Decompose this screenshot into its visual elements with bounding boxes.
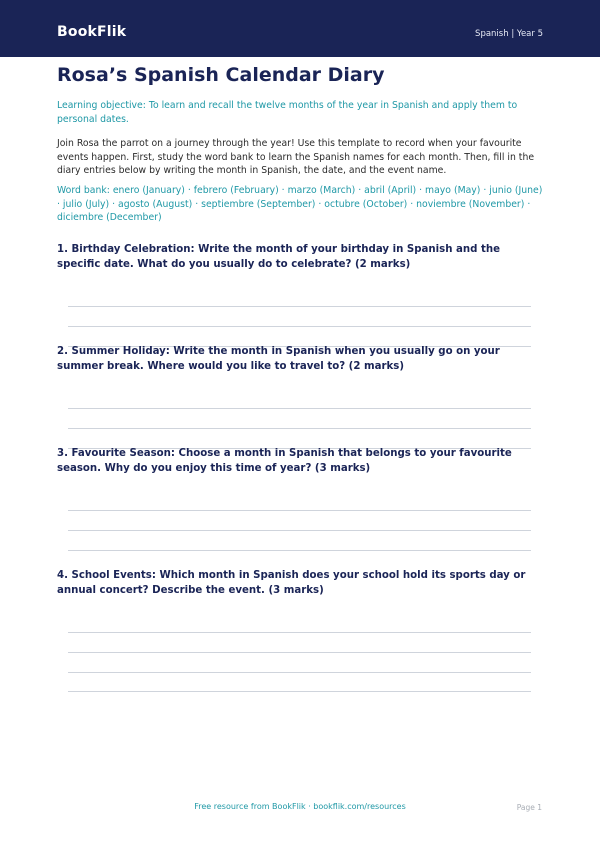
page-header (0, 0, 600, 57)
answer-line[interactable] (68, 672, 531, 673)
answer-line[interactable] (68, 550, 531, 551)
subject-year-label: Spanish | Year 5 (475, 29, 543, 39)
page-number: Page 1 (516, 803, 542, 812)
learning-objective: Learning objective: To learn and recall the twelve months of the year in Spanish and apply them to personal dates. (57, 100, 518, 125)
answer-line[interactable] (68, 691, 531, 692)
answer-line[interactable] (68, 632, 531, 633)
answer-line[interactable] (68, 306, 531, 307)
question-1: 1. Birthday Celebration: Write the month of your birthday in Spanish and the specific date. What do you usually do to celebrate? (2 marks) (57, 244, 500, 270)
page-title: Rosa’s Spanish Calendar Diary (57, 64, 385, 86)
answer-line[interactable] (68, 408, 531, 409)
answer-line[interactable] (68, 510, 531, 511)
intro-paragraph: Join Rosa the parrot on a journey through the year! Use this template to record when your favourite events happen. First, study the word bank to learn the Spanish names for each month. Then, fill in the diary entries below by writing the month in Spanish, the date, and the event name. (57, 138, 535, 176)
question-3: 3. Favourite Season: Choose a month in Spanish that belongs to your favourite season. Why do you enjoy this time of year? (3 marks) (57, 448, 512, 474)
footer-source-link[interactable]: Free resource from BookFlik · bookflik.com/resources (194, 802, 406, 811)
question-4: 4. School Events: Which month in Spanish does your school hold its sports day or annual concert? Describe the event. (3 marks) (57, 570, 526, 596)
brand-logo: BookFlik (57, 24, 127, 40)
answer-line[interactable] (68, 530, 531, 531)
answer-line[interactable] (68, 428, 531, 429)
answer-line[interactable] (68, 652, 531, 653)
answer-line[interactable] (68, 326, 531, 327)
word-bank: Word bank: enero (January) · febrero (February) · marzo (March) · abril (April) · mayo (May) · junio (June) · julio (July) · agosto (August) · septiembre (September) · octubre (October) · noviembre (November) · diciembre (December) (57, 185, 543, 223)
question-2: 2. Summer Holiday: Write the month in Spanish when you usually go on your summer break. Where would you like to travel to? (2 marks) (57, 346, 500, 372)
